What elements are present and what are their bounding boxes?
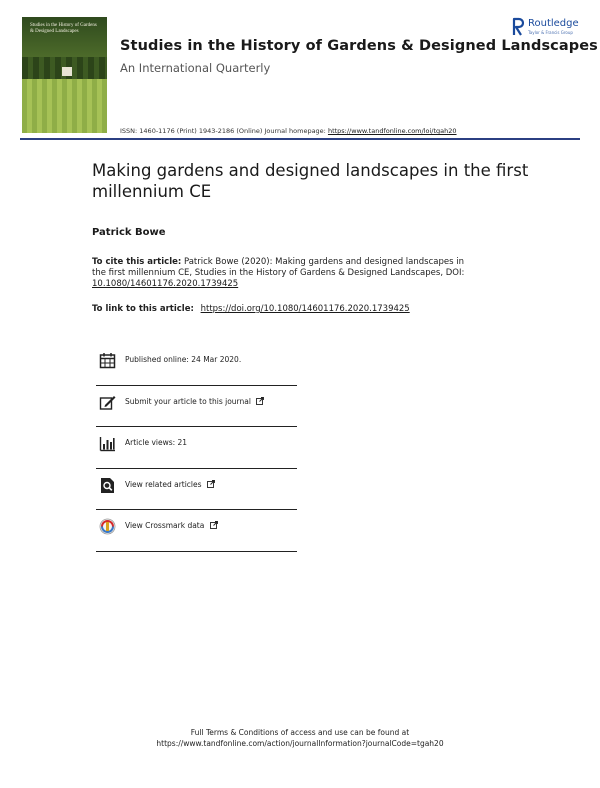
publisher-tagline: Taylor & Francis Group: [528, 30, 573, 35]
cover-title: Studies in the History of Gardens & Designed Landscapes: [30, 23, 97, 34]
crossmark-icon: [99, 518, 116, 535]
article-author: Patrick Bowe: [92, 227, 166, 238]
citation-doi-link[interactable]: 10.1080/14601176.2020.1739425: [92, 279, 239, 289]
article-link-line: [92, 304, 410, 314]
journal-subtitle: An International Quarterly: [120, 61, 271, 75]
related-articles-row[interactable]: [96, 469, 297, 511]
related-articles-text: View related articles: [125, 479, 202, 489]
crossmark-text: View Crossmark data: [125, 521, 205, 530]
external-link-icon: [207, 480, 215, 488]
issn-text: ISSN: 1460-1176 (Print) 1943-2186 (Online) Journal homepage:: [120, 127, 326, 135]
article-link-label: To link to this article:: [92, 304, 194, 314]
footer: [0, 727, 600, 749]
cover-lawn: [22, 79, 107, 133]
journal-homepage-link[interactable]: https://www.tandfonline.com/loi/tgah20: [327, 127, 457, 135]
crossmark-row[interactable]: [96, 510, 297, 552]
journal-title: Studies in the History of Gardens & Designed Landscapes: [120, 38, 598, 54]
publisher-logo: [512, 17, 582, 39]
routledge-r-icon: [512, 17, 524, 37]
article-doi-link[interactable]: https://doi.org/10.1080/14601176.2020.1739425: [200, 304, 410, 314]
header-divider: [20, 138, 580, 140]
calendar-icon: [99, 352, 116, 369]
footer-terms-link[interactable]: https://www.tandfonline.com/action/journalInformation?journalCode=tgah20: [156, 739, 444, 748]
published-online-row: [96, 344, 297, 386]
submit-article-link[interactable]: [125, 397, 264, 406]
crossmark-link[interactable]: [125, 521, 218, 530]
submit-article-row[interactable]: [96, 386, 297, 428]
external-link-icon: [256, 397, 264, 405]
publisher-name: Routledge: [528, 18, 579, 29]
citation-block: [92, 257, 472, 290]
published-online-text: Published online: 24 Mar 2020.: [125, 355, 242, 364]
external-link-icon: [210, 521, 218, 529]
edit-icon: [99, 394, 116, 411]
cover-house: [62, 67, 72, 76]
related-articles-link[interactable]: [125, 480, 215, 489]
search-icon: [99, 477, 116, 494]
article-views-text: Article views: 21: [125, 438, 188, 447]
article-links-list: [96, 344, 297, 552]
issn-line: [120, 127, 457, 135]
journal-cover-image: [22, 17, 107, 133]
footer-terms-text: Full Terms & Conditions of access and use can be found at: [190, 728, 410, 737]
article-views-row: [96, 427, 297, 469]
article-title: Making gardens and designed landscapes in the first millennium CE: [92, 161, 529, 201]
submit-article-text: Submit your article to this journal: [125, 396, 251, 406]
bar-chart-icon: [99, 435, 116, 452]
citation-text: Patrick Bowe (2020): Making gardens and designed landscapes in the first millennium CE, Studies in the History of Gardens & Designed Landscapes, DOI:: [92, 257, 465, 278]
citation-label: To cite this article:: [92, 257, 182, 267]
